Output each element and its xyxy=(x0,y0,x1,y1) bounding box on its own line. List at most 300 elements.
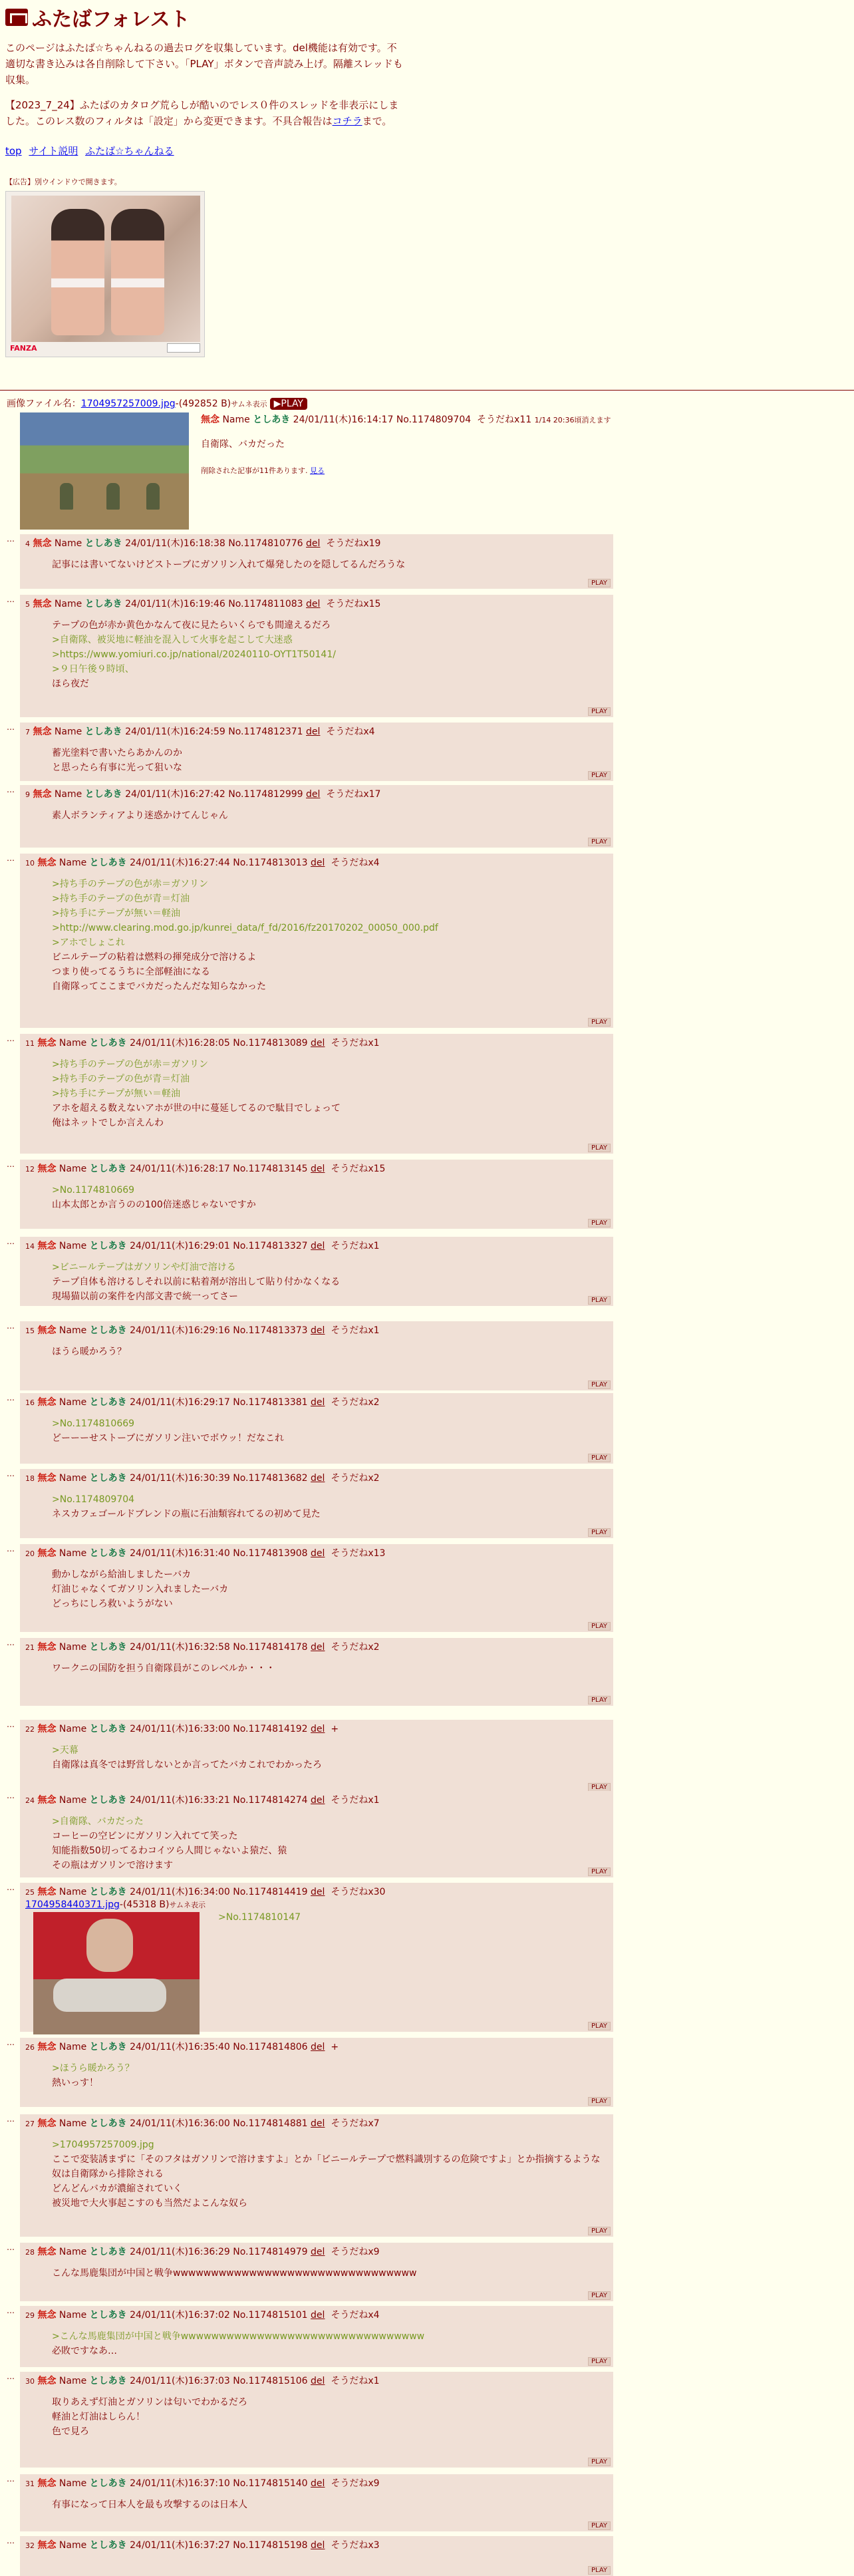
quote-line: >ほうら暖かろう？ xyxy=(52,2063,134,2074)
reply-body xyxy=(52,1260,608,1304)
reply-body xyxy=(52,1661,608,1676)
ellipsis-icon[interactable]: … xyxy=(7,1393,14,1402)
play-button[interactable]: PLAY xyxy=(588,1783,611,1792)
reply-post xyxy=(7,2474,613,2531)
reply-number[interactable]: No.1174813381 xyxy=(233,1397,308,1408)
reply-date: 24/01/11(木)16:19:46 xyxy=(125,599,225,609)
nav-futaba-link[interactable]: ふたば☆ちゃんねる xyxy=(85,145,174,157)
reply-post xyxy=(7,1883,613,2032)
thread-op xyxy=(7,397,845,475)
text-line: 動かしながら給油しましたーバカ xyxy=(52,1569,192,1580)
reply-post xyxy=(7,854,613,1028)
text-line: 現場猫以前の案件を内部文書で統一ってさー xyxy=(52,1291,238,1302)
ellipsis-icon[interactable]: … xyxy=(7,1638,14,1647)
report-link[interactable]: コチラ xyxy=(332,115,362,127)
play-button[interactable]: PLAY xyxy=(588,2566,611,2575)
quote-line: >持ち手にテープが無い＝軽油 xyxy=(52,1088,181,1099)
reply-index: 7 xyxy=(25,728,30,736)
reply-body xyxy=(52,1345,608,1359)
op-image[interactable] xyxy=(20,412,189,530)
del-link[interactable]: del xyxy=(311,1325,325,1336)
sodane-button[interactable]: そうだねx1 xyxy=(331,2376,380,2386)
sodane-button[interactable]: そうだねx1 xyxy=(331,1038,380,1048)
reply-name-label: Name xyxy=(54,599,82,609)
reply-name: としあき xyxy=(89,1642,127,1653)
reply-subject: 無念 xyxy=(37,1397,57,1408)
reply-number[interactable]: No.1174813682 xyxy=(233,1473,308,1484)
reply-name: としあき xyxy=(89,1795,127,1806)
notice-body: 【2023_7_24】ふたばのカタログ荒らしが酷いのでレス０件のスレッドを非表示にしました。このレス数のフィルタは「設定」から変更できます。不具合報告は xyxy=(5,99,399,127)
play-button[interactable]: PLAY xyxy=(588,2458,611,2466)
reply-subject: 無念 xyxy=(33,726,52,737)
reply-number[interactable]: No.1174814178 xyxy=(233,1642,308,1653)
ellipsis-icon[interactable]: … xyxy=(7,1034,14,1043)
sodane-button[interactable]: + xyxy=(331,2042,339,2052)
reply-body xyxy=(52,1814,608,1873)
play-button[interactable]: PLAY xyxy=(588,1454,611,1462)
ad-button[interactable] xyxy=(167,343,200,353)
del-link[interactable]: del xyxy=(311,1795,325,1806)
reply-post xyxy=(7,2372,613,2468)
reply-header xyxy=(25,2245,608,2259)
sodane-button[interactable]: そうだねx15 xyxy=(331,1164,386,1174)
del-link[interactable]: del xyxy=(311,2118,325,2129)
reply-number[interactable]: No.1174813908 xyxy=(233,1548,308,1559)
reply-name: としあき xyxy=(89,2310,127,2321)
reply-body xyxy=(52,2559,608,2574)
reply-number[interactable]: No.1174810776 xyxy=(228,538,303,549)
reply-post xyxy=(7,1544,613,1632)
sodane-button[interactable]: そうだねx4 xyxy=(331,858,380,868)
reply-subject: 無念 xyxy=(37,1642,57,1653)
reply-body xyxy=(52,2138,608,2211)
reply-image[interactable] xyxy=(33,1912,200,2034)
play-button[interactable]: PLAY xyxy=(588,1018,611,1027)
op-number[interactable]: No.1174809704 xyxy=(396,414,472,425)
sodane-button[interactable]: そうだねx3 xyxy=(331,2540,380,2551)
del-link[interactable]: del xyxy=(306,789,321,800)
reply-post xyxy=(7,1160,613,1229)
file-label: 画像ファイル名： xyxy=(7,399,81,409)
del-link[interactable]: del xyxy=(311,2540,325,2551)
play-button[interactable]: PLAY xyxy=(588,2291,611,2300)
reply-name-label: Name xyxy=(59,2478,87,2489)
reply-header xyxy=(25,1885,608,1899)
reply-date: 24/01/11(木)16:35:40 xyxy=(130,2042,230,2052)
nav-about-link[interactable]: サイト説明 xyxy=(29,145,78,157)
reply-index: 9 xyxy=(25,790,30,799)
reply-date: 24/01/11(木)16:27:44 xyxy=(130,858,230,868)
reply-number[interactable]: No.1174813327 xyxy=(233,1241,308,1251)
reply-name: としあき xyxy=(89,1397,127,1408)
text-line: 色で見ろ xyxy=(52,2426,89,2437)
reply-date: 24/01/11(木)16:28:05 xyxy=(130,1038,230,1048)
reply-number[interactable]: No.1174815106 xyxy=(233,2376,308,2386)
reply-name-label: Name xyxy=(59,1795,87,1806)
ellipsis-icon[interactable]: … xyxy=(7,2536,14,2545)
sodane-button[interactable]: そうだねx2 xyxy=(331,1642,380,1653)
del-link[interactable]: del xyxy=(311,1887,325,1897)
sodane-button[interactable]: そうだねx1 xyxy=(331,1241,380,1251)
divider xyxy=(0,390,854,391)
reply-subject: 無念 xyxy=(37,2042,57,2052)
ellipsis-icon[interactable]: … xyxy=(7,1544,14,1553)
reply-index: 22 xyxy=(25,1725,35,1734)
play-button[interactable]: PLAY xyxy=(588,1296,611,1305)
text-line: どーーーせストーブにガソリン注いでボウッ！だなこれ xyxy=(52,1433,285,1444)
reply-name: としあき xyxy=(89,2478,127,2489)
play-button[interactable]: PLAY xyxy=(588,1380,611,1389)
ad-figure xyxy=(51,209,104,335)
reply-name-label: Name xyxy=(59,858,87,868)
reply-post xyxy=(7,1791,613,1877)
sodane-button[interactable]: そうだねx13 xyxy=(331,1548,386,1559)
ellipsis-icon[interactable]: … xyxy=(7,2372,14,2381)
reply-number[interactable]: No.1174815198 xyxy=(233,2540,308,2551)
notice-text xyxy=(5,97,404,129)
text-line: 有事になって日本人を最も攻撃するのは日本人 xyxy=(52,2499,247,2510)
sodane-button[interactable]: そうだねx9 xyxy=(331,2478,380,2489)
sodane-button[interactable]: そうだねx19 xyxy=(326,538,381,549)
ad-figure xyxy=(111,209,164,335)
reply-number[interactable]: No.1174813373 xyxy=(233,1325,308,1336)
text-line: 記事には書いてないけどストーブにガソリン入れて爆発したのを隠してるんだろうな xyxy=(52,560,406,570)
reply-header xyxy=(25,1324,608,1338)
reply-subject: 無念 xyxy=(37,1241,57,1251)
reply-date: 24/01/11(木)16:33:00 xyxy=(130,1724,230,1734)
del-link[interactable]: del xyxy=(306,726,321,737)
reply-subject: 無念 xyxy=(37,1887,57,1897)
reply-subject: 無念 xyxy=(37,1164,57,1174)
quote-line: >アホでしょこれ xyxy=(52,937,125,948)
ellipsis-icon[interactable]: … xyxy=(7,1160,14,1169)
del-link[interactable]: del xyxy=(311,1038,325,1048)
reply-subject: 無念 xyxy=(37,1548,57,1559)
text-line: 取りあえず灯油とガソリンは匂いでわかるだろ xyxy=(52,2397,247,2408)
reply-post xyxy=(7,2038,613,2107)
del-link[interactable]: del xyxy=(306,538,321,549)
ad-image xyxy=(11,196,200,342)
play-button[interactable]: PLAY xyxy=(588,1696,611,1704)
reply-body xyxy=(52,1492,608,1522)
reply-name-label: Name xyxy=(59,1038,87,1048)
reply-name-label: Name xyxy=(59,2247,87,2257)
play-button[interactable]: PLAY xyxy=(588,1219,611,1227)
reply-post xyxy=(7,785,613,848)
reply-name-label: Name xyxy=(59,1241,87,1251)
del-link[interactable]: del xyxy=(311,1397,325,1408)
reply-date: 24/01/11(木)16:24:59 xyxy=(125,726,225,737)
text-line: 蓄光塗料で書いたらあかんのか xyxy=(52,748,182,758)
reply-index: 25 xyxy=(25,1888,35,1897)
reply-body xyxy=(52,1416,608,1446)
text-line: ワークニの国防を担う自衛隊員がこのレベルか・・・ xyxy=(52,1663,275,1674)
quote-line: >持ち手のテープの色が青＝灯油 xyxy=(52,893,190,904)
text-line: コーヒーの空ビンにガソリン入れてて笑った xyxy=(52,1831,238,1842)
reply-number[interactable]: No.1174813013 xyxy=(233,858,308,868)
reply-number[interactable]: No.1174814806 xyxy=(233,2042,308,2052)
reply-date: 24/01/11(木)16:37:03 xyxy=(130,2376,230,2386)
reply-subject: 無念 xyxy=(33,599,52,609)
del-link[interactable]: del xyxy=(311,1642,325,1653)
play-button[interactable]: PLAY xyxy=(588,707,611,716)
nav-top-link[interactable]: top xyxy=(5,145,22,157)
reply-index: 30 xyxy=(25,2377,35,2386)
reply-number[interactable]: No.1174811083 xyxy=(228,599,303,609)
reply-post xyxy=(7,2243,613,2301)
reply-header xyxy=(25,537,608,551)
reply-index: 28 xyxy=(25,2248,35,2257)
reply-header xyxy=(25,2117,608,2131)
reply-number[interactable]: No.1174812999 xyxy=(228,789,303,800)
text-line: 軽油と灯油はしらん！ xyxy=(52,2412,145,2422)
reply-subject: 無念 xyxy=(37,1795,57,1806)
play-button[interactable]: PLAY xyxy=(588,2521,611,2530)
reply-name: としあき xyxy=(84,538,122,549)
sodane-button[interactable]: そうだねx30 xyxy=(331,1887,386,1897)
ellipsis-icon[interactable]: … xyxy=(7,595,14,604)
reply-number[interactable]: No.1174814881 xyxy=(233,2118,308,2129)
sodane-button[interactable]: + xyxy=(331,1724,339,1734)
reply-name-label: Name xyxy=(54,726,82,737)
reply-body xyxy=(52,2266,608,2281)
reply-index: 18 xyxy=(25,1474,35,1483)
reply-body xyxy=(52,808,608,823)
deleted-view-link[interactable]: 見る xyxy=(310,466,325,475)
reply-post xyxy=(7,1469,613,1538)
sodane-button[interactable]: そうだねx2 xyxy=(331,1473,380,1484)
reply-number[interactable]: No.1174812371 xyxy=(228,726,303,737)
op-sodane[interactable]: そうだねx11 xyxy=(477,414,532,425)
image-face xyxy=(86,1919,133,1972)
op-play-button[interactable]: ▶PLAY xyxy=(270,398,307,410)
file-size: -(492852 B) xyxy=(175,399,231,409)
text-line: ほうら暖かろう？ xyxy=(52,1347,126,1357)
ellipsis-icon[interactable]: … xyxy=(7,1321,14,1331)
reply-header xyxy=(25,2040,608,2054)
ellipsis-icon[interactable]: … xyxy=(7,2243,14,2252)
sodane-button[interactable]: そうだねx9 xyxy=(331,2247,380,2257)
reply-index: 32 xyxy=(25,2541,35,2550)
reply-name-label: Name xyxy=(59,1325,87,1336)
reply-date: 24/01/11(木)16:18:38 xyxy=(125,538,225,549)
ellipsis-icon[interactable]: … xyxy=(7,534,14,544)
reply-post xyxy=(7,723,613,781)
quote-line: >No.1174810669 xyxy=(52,1418,135,1429)
reply-header xyxy=(25,1547,608,1561)
ellipsis-icon[interactable]: … xyxy=(7,1720,14,1729)
ellipsis-icon[interactable]: … xyxy=(7,2114,14,2124)
reply-header xyxy=(25,1239,608,1253)
reply-subject: 無念 xyxy=(37,2247,57,2257)
play-button[interactable]: PLAY xyxy=(588,1528,611,1537)
reply-number[interactable]: No.1174815140 xyxy=(233,2478,308,2489)
ellipsis-icon[interactable]: … xyxy=(7,2474,14,2484)
play-button[interactable]: PLAY xyxy=(588,1622,611,1631)
reply-index: 5 xyxy=(25,600,30,609)
del-link[interactable]: del xyxy=(311,858,325,868)
reply-date: 24/01/11(木)16:34:00 xyxy=(130,1887,230,1897)
play-button[interactable]: PLAY xyxy=(588,2227,611,2235)
reply-header xyxy=(25,2539,608,2553)
text-line: 自衛隊は真冬では野営しないとか言ってたバカこれでわかったろ xyxy=(52,1760,322,1770)
reply-date: 24/01/11(木)16:32:58 xyxy=(130,1642,230,1653)
reply-body xyxy=(52,1567,608,1611)
del-link[interactable]: del xyxy=(311,2247,325,2257)
play-button[interactable]: PLAY xyxy=(588,579,611,587)
reply-file-line xyxy=(25,1899,608,1910)
ellipsis-icon[interactable]: … xyxy=(7,1791,14,1800)
reply-post xyxy=(7,2536,613,2576)
ellipsis-icon[interactable]: … xyxy=(7,1237,14,1246)
reply-date: 24/01/11(木)16:37:27 xyxy=(130,2540,230,2551)
reply-number[interactable]: No.1174814274 xyxy=(233,1795,308,1806)
play-button[interactable]: PLAY xyxy=(588,1144,611,1152)
del-link[interactable]: del xyxy=(311,1473,325,1484)
play-button[interactable]: PLAY xyxy=(588,838,611,846)
del-link[interactable]: del xyxy=(311,1164,325,1174)
reply-header xyxy=(25,1162,608,1176)
quote-line: >持ち手にテープが無い＝軽油 xyxy=(52,908,181,919)
reply-name-label: Name xyxy=(59,1548,87,1559)
text-line: テープ自体も溶けるしそれ以前に粘着剤が溶出して貼り付かなくなる xyxy=(52,1277,341,1287)
quote-line: >天幕 xyxy=(52,1745,78,1756)
nav-links xyxy=(5,144,849,158)
reply-name: としあき xyxy=(89,1325,127,1336)
play-button[interactable]: PLAY xyxy=(588,2022,611,2030)
del-link[interactable]: del xyxy=(311,2042,325,2052)
reply-number[interactable]: No.1174813145 xyxy=(233,1164,308,1174)
reply-header xyxy=(25,1472,608,1486)
ellipsis-icon[interactable]: … xyxy=(7,2306,14,2315)
sodane-button[interactable]: そうだねx1 xyxy=(331,1795,380,1806)
reply-post xyxy=(7,1034,613,1154)
reply-index: 12 xyxy=(25,1165,35,1174)
sodane-button[interactable]: そうだねx4 xyxy=(331,2310,380,2321)
op-subject: 無念 xyxy=(201,414,219,425)
quote-line: >1704957257009.jpg xyxy=(52,2140,154,2150)
del-link[interactable]: del xyxy=(311,2478,325,2489)
op-file-line xyxy=(7,397,845,410)
play-button[interactable]: PLAY xyxy=(588,1867,611,1876)
del-link[interactable]: del xyxy=(311,1724,325,1734)
reply-subject: 無念 xyxy=(33,789,52,800)
quote-line: >自衛隊、被災地に軽油を混入して火事を起こして大迷惑 xyxy=(52,635,293,645)
reply-post xyxy=(7,534,613,589)
ellipsis-icon[interactable]: … xyxy=(7,1469,14,1478)
sodane-button[interactable]: そうだねx1 xyxy=(331,1325,380,1336)
reply-index: 27 xyxy=(25,2120,35,2128)
reply-index: 31 xyxy=(25,2480,35,2488)
op-header xyxy=(201,412,799,428)
reply-name: としあき xyxy=(89,2540,127,2551)
del-link[interactable]: del xyxy=(311,1241,325,1251)
del-link[interactable]: del xyxy=(306,599,321,609)
reply-subject: 無念 xyxy=(37,1473,57,1484)
play-button[interactable]: PLAY xyxy=(588,771,611,780)
reply-name-label: Name xyxy=(59,1642,87,1653)
reply-post xyxy=(7,2306,613,2367)
text-line: 知能指数50切ってるわコイツら人間じゃないよ猿だ、猿 xyxy=(52,1846,287,1856)
sodane-button[interactable]: そうだねx4 xyxy=(326,726,375,737)
op-date: 24/01/11(木)16:14:17 xyxy=(293,414,394,425)
sodane-button[interactable]: そうだねx17 xyxy=(326,789,381,800)
sodane-button[interactable]: そうだねx2 xyxy=(331,1397,380,1408)
reply-name-label: Name xyxy=(54,789,82,800)
reply-date: 24/01/11(木)16:36:00 xyxy=(130,2118,230,2129)
quote-line: >こんな馬鹿集団が中国と戦争wwwwwwwwwwwwwwwwwwwwwwwwwwwwwwww xyxy=(52,2331,425,2342)
site-title xyxy=(5,4,849,31)
reply-name: としあき xyxy=(89,1724,127,1734)
reply-index: 21 xyxy=(25,1643,35,1652)
reply-name-label: Name xyxy=(59,2540,87,2551)
reply-index: 26 xyxy=(25,2043,35,2052)
reply-name-label: Name xyxy=(59,2310,87,2321)
ellipsis-icon[interactable]: … xyxy=(7,1883,14,1892)
del-link[interactable]: del xyxy=(311,1548,325,1559)
quote-line: >自衛隊、バカだった xyxy=(52,1816,144,1827)
ad-label: 【広告】別ウインドウで開きます。 xyxy=(5,178,122,186)
reply-index: 14 xyxy=(25,1242,35,1251)
reply-name-label: Name xyxy=(59,1397,87,1408)
reply-body xyxy=(52,618,608,691)
reply-number[interactable]: No.1174814419 xyxy=(233,1887,308,1897)
reply-index: 11 xyxy=(25,1039,35,1048)
quote-line: >http://www.clearing.mod.go.jp/kunrei_data/f_fd/2016/fz20170202_00050_000.pdf xyxy=(52,923,438,933)
reply-date: 24/01/11(木)16:37:10 xyxy=(130,2478,230,2489)
reply-file-link[interactable]: 1704958440371.jpg xyxy=(25,1899,120,1910)
logo-icon xyxy=(5,9,28,26)
ad-brand-logo: FANZA xyxy=(10,344,37,353)
reply-date: 24/01/11(木)16:36:29 xyxy=(130,2247,230,2257)
sodane-button[interactable]: そうだねx15 xyxy=(326,599,381,609)
play-button[interactable]: PLAY xyxy=(588,2097,611,2106)
reply-name: としあき xyxy=(89,2118,127,2129)
reply-number[interactable]: No.1174813089 xyxy=(233,1038,308,1048)
intro-text: このページはふたば☆ちゃんねるの過去ログを収集しています。del機能は有効です。不適切な書き込みは各自削除して下さい。「PLAY」ボタンで音声読み上げ。隔離スレッドも収集。 xyxy=(5,42,403,86)
reply-subject: 無念 xyxy=(37,1724,57,1734)
del-link[interactable]: del xyxy=(311,2376,325,2386)
ellipsis-icon[interactable]: … xyxy=(7,723,14,732)
reply-body xyxy=(218,1910,608,1925)
reply-date: 24/01/11(木)16:33:21 xyxy=(130,1795,230,1806)
reply-name-label: Name xyxy=(59,2042,87,2052)
ellipsis-icon[interactable]: … xyxy=(7,2038,14,2047)
sodane-button[interactable]: そうだねx7 xyxy=(331,2118,380,2129)
reply-body xyxy=(52,1183,608,1212)
reply-name: としあき xyxy=(89,2376,127,2386)
del-link[interactable]: del xyxy=(311,2310,325,2321)
reply-date: 24/01/11(木)16:30:39 xyxy=(130,1473,230,1484)
reply-name: としあき xyxy=(84,726,122,737)
ellipsis-icon[interactable]: … xyxy=(7,785,14,794)
reply-header xyxy=(25,856,608,870)
ad-banner[interactable] xyxy=(5,191,205,357)
reply-number[interactable]: No.1174814979 xyxy=(233,2247,308,2257)
play-button[interactable]: PLAY xyxy=(588,2357,611,2366)
reply-header xyxy=(25,1037,608,1050)
reply-number[interactable]: No.1174814192 xyxy=(233,1724,308,1734)
reply-subject: 無念 xyxy=(37,2376,57,2386)
reply-number[interactable]: No.1174815101 xyxy=(233,2310,308,2321)
reply-body xyxy=(52,2329,608,2358)
ellipsis-icon[interactable]: … xyxy=(7,854,14,863)
quote-line: >持ち手のテープの色が青＝灯油 xyxy=(52,1074,190,1084)
reply-subject: 無念 xyxy=(37,2310,57,2321)
op-name: としあき xyxy=(253,414,291,425)
op-file-link[interactable]: 1704957257009.jpg xyxy=(80,399,176,409)
reply-header xyxy=(25,1396,608,1410)
